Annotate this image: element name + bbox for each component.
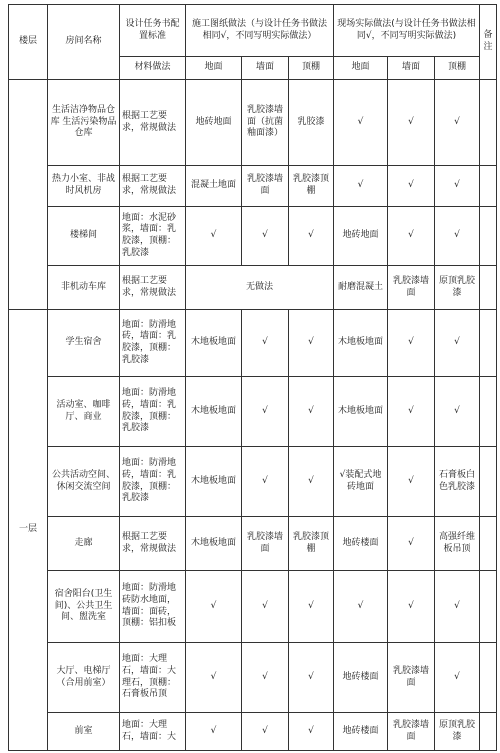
site-wall: 乳胶漆墙面 [388,643,435,713]
site-ground: √装配式地砖地面 [334,447,388,517]
site-wall: √ [388,207,435,266]
site-ceiling: √ [435,166,480,207]
header-drawing-ground: 地面 [186,57,242,80]
remark [480,207,497,266]
site-ceiling: 石膏板白色乳胶漆 [435,447,480,517]
drawing-ground: 木地板地面 [186,517,242,571]
table-row [9,166,497,207]
table-row [9,80,497,166]
header-site-ceiling: 顶棚 [435,57,480,80]
site-wall: 乳胶漆墙面 [388,266,435,310]
remark [480,643,497,713]
site-ceiling: 高强纤维板吊顶 [435,517,480,571]
site-wall: √ [388,80,435,166]
site-ground: 地砖地面 [334,207,388,266]
table-row [9,571,497,643]
site-ground: 木地板地面 [334,377,388,447]
drawing-ceiling: 乳胶漆顶棚 [289,166,334,207]
table-row [9,517,497,571]
header-design-config: 设计任务书配置标准 [120,5,186,57]
site-ceiling: 原顶乳胶漆 [435,266,480,310]
drawing-ceiling: √ [289,207,334,266]
room-name: 生活洁净物品仓库 生活污染物品仓库 [48,80,120,166]
header-site-ground: 地面 [334,57,388,80]
drawing-ground: √ [186,207,242,266]
site-ground: 耐磨混凝土 [334,266,388,310]
site-ground: √ [334,80,388,166]
design-spec: 地面：防滑地砖防水地面，墙面：面砖，顶棚：铝扣板 [120,571,186,643]
drawing-merged: 无做法 [186,266,334,310]
site-wall: √ [388,166,435,207]
table-row [9,207,497,266]
drawing-wall: √ [242,377,289,447]
remark [480,266,497,310]
drawing-wall: √ [242,713,289,751]
design-spec: 地面：大理石，墙面：大理石，顶棚：石膏板吊顶 [120,643,186,713]
remark [480,447,497,517]
site-ceiling: 原顶乳胶漆 [435,713,480,751]
drawing-ground: 木地板地面 [186,447,242,517]
drawing-wall: √ [242,310,289,377]
design-spec: 根据工艺要求，常规做法 [120,266,186,310]
site-ground: 木地板地面 [334,310,388,377]
finish-schedule-table [8,4,497,751]
drawing-ceiling: √ [289,447,334,517]
drawing-ground: 木地板地面 [186,310,242,377]
drawing-ground: 地砖地面 [186,80,242,166]
table-row [9,643,497,713]
design-spec: 地面：防滑地砖，墙面：乳胶漆，顶棚：乳胶漆 [120,447,186,517]
table-row [9,713,497,751]
drawing-wall: √ [242,207,289,266]
site-ceiling: √ [435,80,480,166]
drawing-wall: 乳胶漆墙面 [242,517,289,571]
drawing-ground: 木地板地面 [186,377,242,447]
site-ground: 地砖楼面 [334,643,388,713]
room-name: 非机动车库 [48,266,120,310]
room-name: 大厅、电梯厅（合用前室） [48,643,120,713]
drawing-wall: √ [242,643,289,713]
header-drawing-method: 施工图纸做法（与设计任务书做法相同√，不同写明实际做法） [186,5,334,57]
site-ceiling: √ [435,377,480,447]
drawing-ground: √ [186,643,242,713]
design-spec: 地面：防滑地砖，墙面：乳胶漆，顶棚：乳胶漆 [120,377,186,447]
drawing-ground: √ [186,713,242,751]
site-ceiling: √ [435,207,480,266]
header-drawing-ceiling: 顶棚 [289,57,334,80]
design-spec: 地面：防滑地砖，墙面：乳胶漆，顶棚：乳胶漆 [120,310,186,377]
floor-basement [9,80,48,310]
room-name: 公共活动空间、休闲交流空间 [48,447,120,517]
design-spec: 根据工艺要求，常规做法 [120,166,186,207]
header-site-wall: 墙面 [388,57,435,80]
header-remark: 备注 [480,5,497,80]
site-wall: √ [388,310,435,377]
table-row [9,377,497,447]
drawing-ceiling: √ [289,713,334,751]
header-drawing-wall: 墙面 [242,57,289,80]
header-row-1 [9,5,497,57]
site-wall: √ [388,517,435,571]
header-material: 材料做法 [120,57,186,80]
drawing-ceiling: √ [289,643,334,713]
remark [480,310,497,377]
site-ceiling: √ [435,571,480,643]
drawing-ceiling: 乳胶漆顶棚 [289,517,334,571]
drawing-wall: 乳胶漆墙面（抗菌釉面漆） [242,80,289,166]
site-wall: 乳胶漆墙面 [388,713,435,751]
drawing-wall: √ [242,447,289,517]
drawing-ceiling: √ [289,571,334,643]
table-row [9,310,497,377]
drawing-ground: √ [186,571,242,643]
room-name: 宿舍阳台(卫生间)、公共卫生间、盥洗室 [48,571,120,643]
drawing-wall: √ [242,571,289,643]
remark [480,713,497,751]
design-spec: 根据工艺要求，常规做法 [120,517,186,571]
site-ground: √ [334,571,388,643]
design-spec: 根据工艺要求，常规做法 [120,80,186,166]
drawing-ceiling: √ [289,310,334,377]
site-ground: 地砖楼面 [334,517,388,571]
drawing-ceiling: √ [289,377,334,447]
room-name: 走廊 [48,517,120,571]
drawing-wall: 乳胶漆墙面 [242,166,289,207]
remark [480,517,497,571]
remark [480,80,497,166]
site-wall: √ [388,571,435,643]
design-spec: 地面：水泥砂浆，墙面：乳胶漆，顶棚：乳胶漆 [120,207,186,266]
remark [480,571,497,643]
header-room: 房间名称 [48,5,120,80]
site-ceiling: √ [435,643,480,713]
table-row [9,266,497,310]
design-spec: 地面：大理石，墙面：大 [120,713,186,751]
drawing-ground: 混凝土地面 [186,166,242,207]
site-wall: √ [388,377,435,447]
site-ground: √ [334,166,388,207]
room-name: 前室 [48,713,120,751]
site-ground: 地砖楼面 [334,713,388,751]
room-name: 学生宿舍 [48,310,120,377]
room-name: 楼梯间 [48,207,120,266]
table-row [9,447,497,517]
remark [480,377,497,447]
header-site-method: 现场实际做法(与设计任务书做法相同√，不同写明实际做法) [334,5,480,57]
floor-first: 一层 [9,310,48,751]
header-floor: 楼层 [9,5,48,80]
room-name: 热力小室、非战时风机房 [48,166,120,207]
room-name: 活动室、咖啡厅、商业 [48,377,120,447]
site-wall: √ [388,447,435,517]
remark [480,166,497,207]
site-ceiling: √ [435,310,480,377]
drawing-ceiling: 乳胶漆 [289,80,334,166]
